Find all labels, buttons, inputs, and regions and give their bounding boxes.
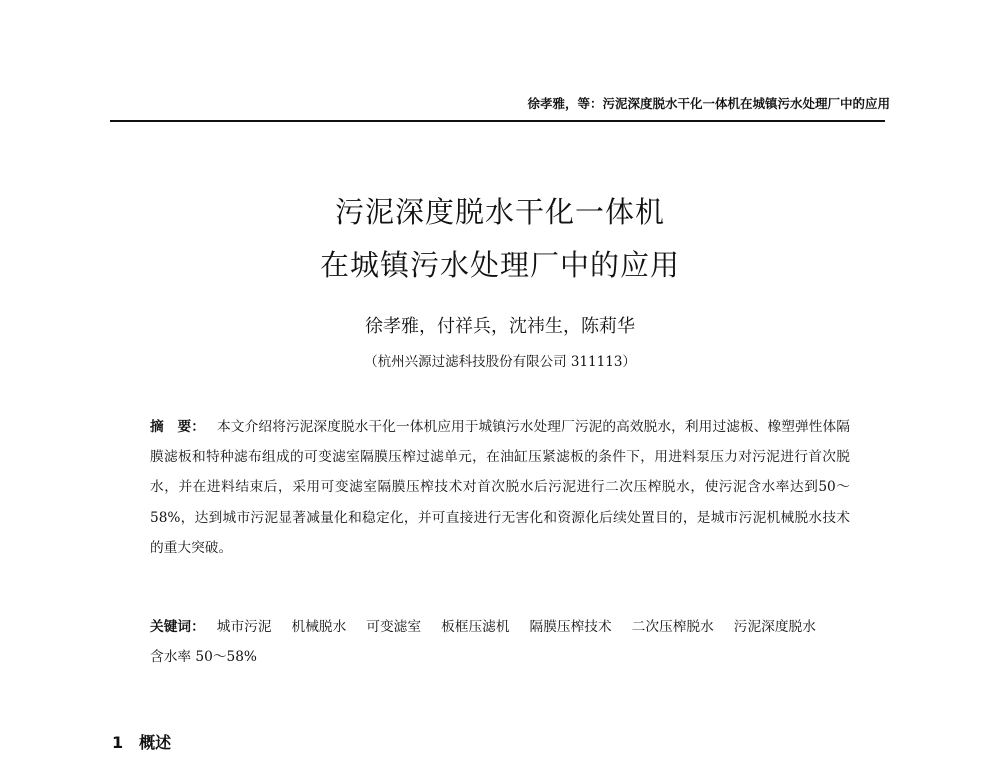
keyword: 可变滤室 bbox=[366, 619, 422, 635]
keywords bbox=[150, 612, 850, 672]
keywords-label: 关键词： bbox=[150, 619, 205, 635]
abstract-text: 本文介绍将污泥深度脱水干化一体机应用于城镇污水处理厂污泥的高效脱水，利用过滤板、橡塑弹性体隔膜滤板和特种滤布组成的可变滤室隔膜压榨过滤单元，在油缸压紧滤板的条件下，用进料泵压力对污泥进行首次脱水，并在进料结束后，采用可变滤室隔膜压榨技术对首次脱水后污泥进行二次压榨脱水，使污泥含水率达到50～58%，达到城市污泥显著减量化和稳定化，并可直接进行无害化和资源化后续处置目的，是城市污泥机械脱水技术的重大突破。 bbox=[150, 419, 850, 556]
keyword: 隔膜压榨技术 bbox=[529, 619, 612, 635]
authors: 徐孝雅，付祥兵，沈祎生，陈莉华 bbox=[365, 316, 635, 337]
affiliation: （杭州兴源过滤科技股份有限公司 311113） bbox=[364, 354, 636, 370]
header-rule bbox=[110, 120, 885, 122]
abstract bbox=[150, 412, 850, 563]
section-title: 概述 bbox=[139, 733, 172, 752]
keyword: 二次压榨脱水 bbox=[631, 619, 714, 635]
paper-title-line-2: 在城镇污水处理厂中的应用 bbox=[319, 248, 680, 282]
paper-title-line-1: 污泥深度脱水干化一体机 bbox=[334, 195, 665, 229]
keyword: 污泥深度脱水 bbox=[733, 619, 816, 635]
keyword: 城市污泥 bbox=[216, 619, 272, 635]
running-header: 徐孝雅，等：污泥深度脱水干化一体机在城镇污水处理厂中的应用 bbox=[527, 96, 890, 111]
keyword: 机械脱水 bbox=[291, 619, 347, 635]
section-heading bbox=[112, 730, 171, 753]
keyword: 含水率 50～58% bbox=[150, 649, 257, 665]
keyword: 板框压滤机 bbox=[441, 619, 510, 635]
section-number: 1 bbox=[112, 733, 124, 752]
abstract-label: 摘 要： bbox=[150, 419, 206, 435]
